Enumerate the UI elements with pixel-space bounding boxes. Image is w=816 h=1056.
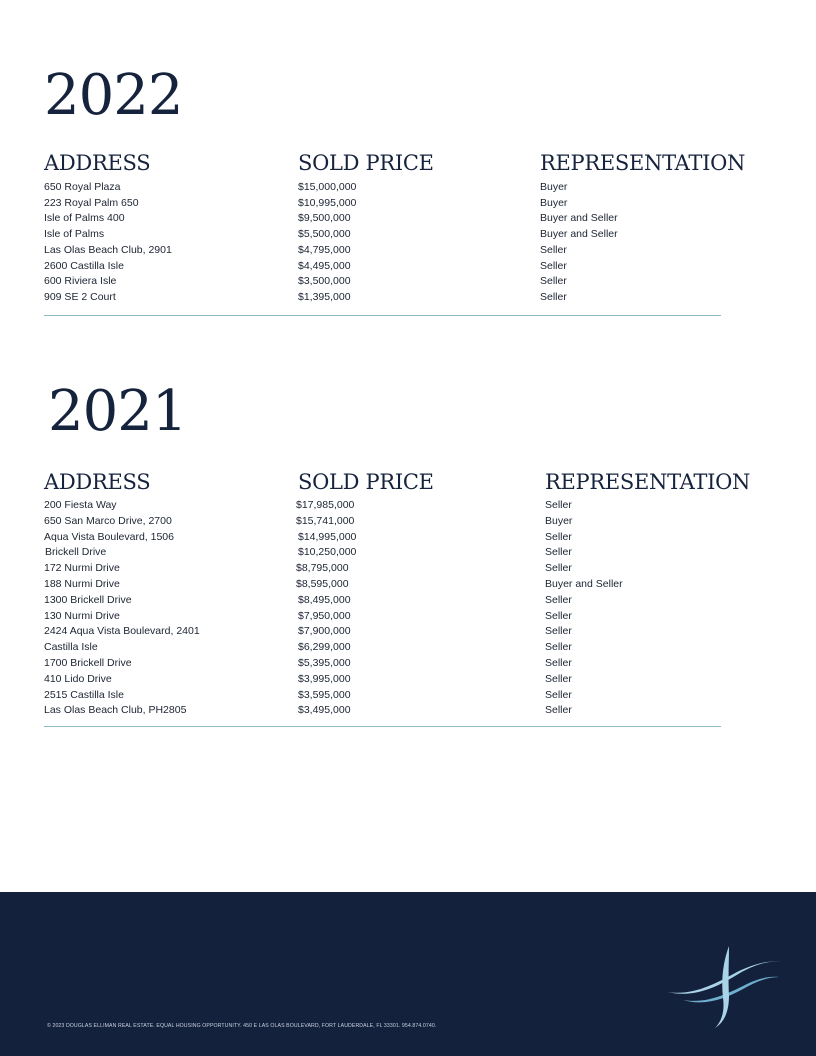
footer-band (0, 892, 816, 1056)
representation-cell: Seller (545, 704, 572, 717)
representation-cell: Buyer and Seller (545, 578, 623, 590)
table-row (0, 610, 816, 626)
table-row (0, 546, 816, 562)
table-row (0, 275, 816, 291)
representation-cell: Seller (545, 593, 572, 606)
sold-price-cell: $1,395,000 (298, 290, 351, 303)
address-cell: Castilla Isle (44, 641, 98, 654)
sold-price-cell: $4,495,000 (298, 259, 351, 272)
representation-cell: Seller (545, 562, 572, 575)
address-cell: 200 Fiesta Way (44, 499, 117, 511)
representation-cell: Seller (540, 243, 567, 256)
representation-cell: Seller (545, 688, 572, 701)
sold-price-cell: $10,250,000 (298, 546, 357, 559)
table-row (0, 212, 816, 228)
representation-cell: Buyer (540, 196, 568, 209)
address-cell: 650 Royal Plaza (44, 181, 121, 193)
representation-cell: Seller (545, 657, 572, 669)
address-cell: Isle of Palms (44, 228, 105, 241)
address-cell: 909 SE 2 Court (44, 290, 116, 303)
section-divider-2021 (44, 726, 721, 727)
address-cell: 2515 Castilla Isle (44, 688, 124, 701)
sold-price-cell: $14,995,000 (298, 530, 357, 543)
sold-price-cell: $3,495,000 (298, 704, 351, 717)
address-cell: Aqua Vista Boulevard, 1506 (44, 530, 174, 543)
sold-price-cell: $7,900,000 (298, 625, 351, 638)
representation-cell: Buyer (540, 181, 568, 193)
representation-cell: Buyer and Seller (540, 212, 618, 225)
address-cell: 130 Nurmi Drive (44, 609, 120, 622)
table-row (0, 499, 816, 515)
table-row (0, 673, 816, 689)
representation-cell: Seller (545, 641, 572, 654)
sold-price-cell: $9,500,000 (298, 212, 351, 225)
representation-cell: Seller (540, 259, 567, 272)
address-cell: 1700 Brickell Drive (44, 657, 132, 669)
representation-column-header: REPRESENTATION (540, 151, 746, 175)
address-cell: 410 Lido Drive (44, 672, 112, 685)
address-cell: Isle of Palms 400 (44, 212, 125, 225)
sold-price-cell: $3,995,000 (298, 672, 351, 685)
address-cell: 188 Nurmi Drive (44, 578, 120, 590)
sold-price-cell: $4,795,000 (298, 243, 351, 256)
table-row (0, 228, 816, 244)
sold-price-cell: $8,795,000 (296, 562, 349, 575)
address-cell: 650 San Marco Drive, 2700 (44, 514, 172, 527)
sold-price-column-header: SOLD PRICE (298, 151, 434, 175)
address-cell: 1300 Brickell Drive (44, 593, 132, 606)
representation-column-header: REPRESENTATION (545, 470, 751, 494)
address-cell: Las Olas Beach Club, 2901 (44, 243, 172, 256)
address-column-header: ADDRESS (44, 151, 151, 175)
address-cell: Brickell Drive (45, 546, 107, 559)
table-row (0, 704, 816, 720)
sold-price-cell: $15,741,000 (296, 514, 355, 527)
table-row (0, 657, 816, 673)
address-cell: 2600 Castilla Isle (44, 259, 124, 272)
table-row (0, 594, 816, 610)
sold-price-cell: $5,395,000 (298, 657, 351, 669)
footer-disclaimer: © 2023 DOUGLAS ELLIMAN REAL ESTATE. EQUAL HOUSING OPPORTUNITY. 450 E LAS OLAS BOULEVARD, FORT LAUDERDALE, FL 33301. 954.874.0740. (47, 1023, 437, 1029)
sold-price-cell: $8,495,000 (298, 593, 351, 606)
sold-price-cell: $5,500,000 (298, 228, 351, 241)
sold-price-cell: $10,995,000 (298, 196, 357, 209)
sold-price-cell: $3,595,000 (298, 688, 351, 701)
table-row (0, 578, 816, 594)
table-row (0, 625, 816, 641)
sold-price-cell: $6,299,000 (298, 641, 351, 654)
address-cell: 172 Nurmi Drive (44, 562, 120, 575)
table-row (0, 641, 816, 657)
table-row (0, 291, 816, 307)
representation-cell: Seller (540, 275, 567, 288)
year-heading-2022: 2022 (44, 63, 183, 128)
representation-cell: Buyer and Seller (540, 228, 618, 241)
representation-cell: Seller (545, 546, 572, 559)
sold-price-cell: $3,500,000 (298, 275, 351, 288)
representation-cell: Seller (545, 609, 572, 622)
section-divider-2022 (44, 315, 721, 316)
sold-price-cell: $7,950,000 (298, 609, 351, 622)
address-cell: 223 Royal Palm 650 (44, 196, 139, 209)
table-row (0, 531, 816, 547)
table-row (0, 197, 816, 213)
table-row (0, 689, 816, 705)
table-row (0, 244, 816, 260)
representation-cell: Seller (545, 530, 572, 543)
representation-cell: Buyer (545, 514, 573, 527)
address-cell: 2424 Aqua Vista Boulevard, 2401 (44, 625, 200, 638)
sold-price-cell: $8,595,000 (296, 578, 349, 590)
table-row (0, 515, 816, 531)
table-row (0, 260, 816, 276)
address-cell: Las Olas Beach Club, PH2805 (44, 704, 187, 717)
address-column-header: ADDRESS (44, 470, 151, 494)
sold-price-cell: $15,000,000 (298, 181, 357, 193)
sold-price-cell: $17,985,000 (296, 499, 355, 511)
table-row (0, 181, 816, 197)
wave-logo-icon (663, 944, 783, 1030)
representation-cell: Seller (545, 625, 572, 638)
address-cell: 600 Riviera Isle (44, 275, 117, 288)
sold-price-column-header: SOLD PRICE (298, 470, 434, 494)
table-row (0, 562, 816, 578)
representation-cell: Seller (545, 672, 572, 685)
representation-cell: Seller (545, 499, 572, 511)
year-heading-2021: 2021 (48, 379, 187, 444)
representation-cell: Seller (540, 290, 567, 303)
